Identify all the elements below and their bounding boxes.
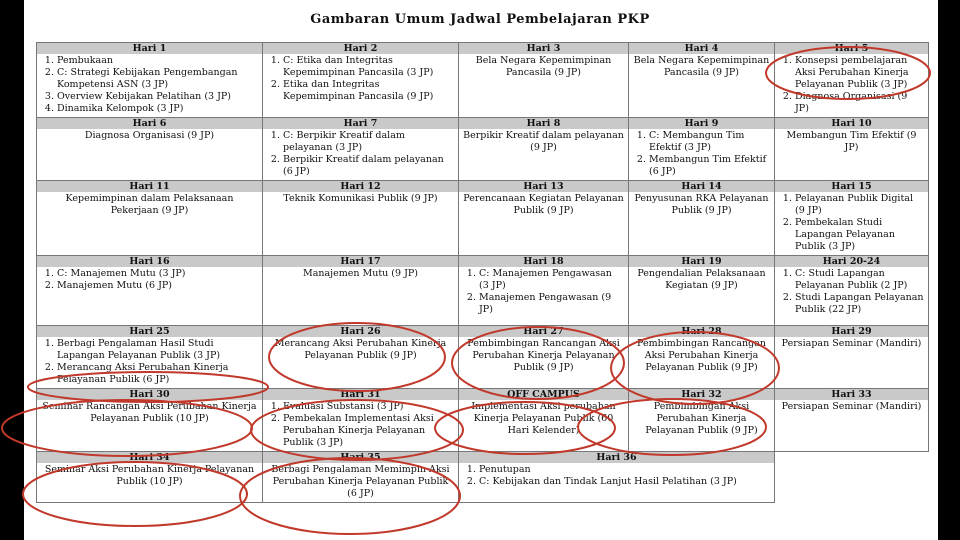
session-item: 1. Konsepsi pembelajaran Aksi Perubahan Kinerja Pelayanan Publik (3 JP) bbox=[795, 55, 924, 91]
session-item: 1. Pelayanan Publik Digital (9 JP) bbox=[795, 193, 924, 217]
day-header: Hari 5 bbox=[775, 43, 928, 54]
day-header: Hari 15 bbox=[775, 181, 928, 192]
day-header: Hari 1 bbox=[37, 43, 262, 54]
day-header: Hari 6 bbox=[37, 118, 262, 129]
session-text: Persiapan Seminar (Mandiri) bbox=[781, 338, 922, 349]
session-text: Manajemen Mutu (9 JP) bbox=[303, 268, 418, 279]
day-cell-hari-31 bbox=[263, 389, 459, 452]
day-cell-hari-20-24 bbox=[775, 256, 929, 326]
day-cell-hari-29 bbox=[775, 326, 929, 389]
day-header: Hari 31 bbox=[263, 389, 458, 400]
day-cell-hari-17 bbox=[263, 256, 459, 326]
day-header: Hari 34 bbox=[37, 452, 262, 463]
session-text: Bela Negara Kepemimpinan Pancasila (9 JP) bbox=[475, 55, 612, 78]
day-cell-hari-30 bbox=[37, 389, 263, 452]
session-text: Teknik Komunikasi Publik (9 JP) bbox=[283, 193, 438, 204]
session-text: Merancang Aksi Perubahan Kinerja Pelayanan Publik (9 JP) bbox=[274, 338, 447, 361]
session-item: 1. C: Berpikir Kreatif dalam pelayanan (3 JP) bbox=[283, 130, 454, 154]
session-item: 1. C: Manajemen Mutu (3 JP) bbox=[57, 268, 258, 280]
session-list bbox=[779, 268, 924, 316]
day-header: Hari 11 bbox=[37, 181, 262, 192]
schedule-row bbox=[37, 181, 929, 256]
session-text: Perencanaan Kegiatan Pelayanan Publik (9 JP) bbox=[463, 193, 624, 216]
day-header: Hari 25 bbox=[37, 326, 262, 337]
day-header: Hari 7 bbox=[263, 118, 458, 129]
session-text: Pembimbingan Aksi Perubahan Kinerja Pelayanan Publik (9 JP) bbox=[645, 401, 758, 436]
day-header: Hari 9 bbox=[629, 118, 774, 129]
schedule-row bbox=[37, 43, 929, 118]
schedule-table bbox=[36, 42, 929, 503]
session-item: 2. Etika dan Integritas Kepemimpinan Pancasila (9 JP) bbox=[283, 79, 454, 103]
day-header: Hari 14 bbox=[629, 181, 774, 192]
day-cell-hari-26 bbox=[263, 326, 459, 389]
session-text: Bela Negara Kepemimpinan Pancasila (9 JP) bbox=[633, 55, 770, 78]
session-item: 2. Diagnosa Organisasi (9 JP) bbox=[795, 91, 924, 115]
day-cell-hari-32 bbox=[629, 389, 775, 452]
day-header: Hari 32 bbox=[629, 389, 774, 400]
session-item: 4. Dinamika Kelompok (3 JP) bbox=[57, 103, 258, 115]
session-item: 2. C: Kebijakan dan Tindak Lanjut Hasil Pelatihan (3 JP) bbox=[479, 476, 770, 488]
day-cell-hari-12 bbox=[263, 181, 459, 256]
session-list bbox=[267, 401, 454, 449]
day-cell-hari-19 bbox=[629, 256, 775, 326]
session-item: 2. Pembekalan Implementasi Aksi Perubahan Kinerja Pelayanan Publik (3 JP) bbox=[283, 413, 454, 449]
session-item: 1. C: Etika dan Integritas Kepemimpinan Pancasila (3 JP) bbox=[283, 55, 454, 79]
session-text: Penyusunan RKA Pelayanan Publik (9 JP) bbox=[634, 193, 769, 216]
day-header: Hari 2 bbox=[263, 43, 458, 54]
day-cell-hari-1 bbox=[37, 43, 263, 118]
session-text: Pembimbingan Rancangan Aksi Perubahan Kinerja Pelayanan Publik (9 JP) bbox=[637, 338, 766, 373]
day-cell-hari-25 bbox=[37, 326, 263, 389]
session-item: 1. Evaluasi Substansi (3 JP) bbox=[283, 401, 454, 413]
day-cell-hari-7 bbox=[263, 118, 459, 181]
right-border-bar bbox=[938, 0, 960, 540]
session-item: 1. C: Studi Lapangan Pelayanan Publik (2 JP) bbox=[795, 268, 924, 292]
day-cell-hari-15 bbox=[775, 181, 929, 256]
day-cell-hari-36 bbox=[459, 452, 775, 503]
day-cell-hari-14 bbox=[629, 181, 775, 256]
session-item: 2. Membangun Tim Efektif (6 JP) bbox=[649, 154, 770, 178]
day-header: Hari 26 bbox=[263, 326, 458, 337]
session-list bbox=[463, 464, 770, 488]
session-list bbox=[267, 130, 454, 178]
session-item: 2. Berpikir Kreatif dalam pelayanan (6 JP) bbox=[283, 154, 454, 178]
session-text: Diagnosa Organisasi (9 JP) bbox=[84, 130, 215, 141]
day-header: Hari 29 bbox=[775, 326, 928, 337]
session-item: 2. Pembekalan Studi Lapangan Pelayanan Publik (3 JP) bbox=[795, 217, 924, 253]
day-cell-hari-33 bbox=[775, 389, 929, 452]
day-cell-hari-3 bbox=[459, 43, 629, 118]
session-item: 2. Merancang Aksi Perubahan Kinerja Pelayanan Publik (6 JP) bbox=[57, 362, 258, 386]
session-list bbox=[779, 55, 924, 115]
day-header: Hari 12 bbox=[263, 181, 458, 192]
day-cell-hari-11 bbox=[37, 181, 263, 256]
page-title: Gambaran Umum Jadwal Pembelajaran PKP bbox=[310, 12, 650, 27]
session-list bbox=[41, 55, 258, 115]
day-cell-hari-9 bbox=[629, 118, 775, 181]
day-cell-hari-4 bbox=[629, 43, 775, 118]
session-list bbox=[41, 338, 258, 386]
schedule-row bbox=[37, 256, 929, 326]
schedule-row bbox=[37, 452, 929, 503]
session-item: 2. Studi Lapangan Pelayanan Publik (22 JP) bbox=[795, 292, 924, 316]
day-cell-hari-16 bbox=[37, 256, 263, 326]
day-header: Hari 17 bbox=[263, 256, 458, 267]
day-header: Hari 13 bbox=[459, 181, 628, 192]
session-text: Seminar Rancangan Aksi Perubahan Kinerja Pelayanan Publik (10 JP) bbox=[42, 401, 257, 424]
day-cell-hari-2 bbox=[263, 43, 459, 118]
session-item: 1. C: Manajemen Pengawasan (3 JP) bbox=[479, 268, 624, 292]
session-text: Persiapan Seminar (Mandiri) bbox=[781, 401, 922, 412]
session-text: Implementasi Aksi perubahan Kinerja Pelayanan Publik (60 Hari Kelender) bbox=[471, 401, 616, 436]
session-item: 1. Berbagi Pengalaman Hasil Studi Lapangan Pelayanan Publik (3 JP) bbox=[57, 338, 258, 362]
schedule-row bbox=[37, 326, 929, 389]
day-cell-hari-5 bbox=[775, 43, 929, 118]
day-header: Hari 35 bbox=[263, 452, 458, 463]
session-list bbox=[779, 193, 924, 253]
session-text: Kepemimpinan dalam Pelaksanaan Pekerjaan (9 JP) bbox=[65, 193, 234, 216]
day-header: Hari 10 bbox=[775, 118, 928, 129]
session-text: Berbagi Pengalaman Memimpin Aksi Perubahan Kinerja Pelayanan Publik (6 JP) bbox=[271, 464, 450, 499]
day-header: Hari 4 bbox=[629, 43, 774, 54]
session-list bbox=[633, 130, 770, 178]
session-list bbox=[41, 268, 258, 292]
schedule-row bbox=[37, 389, 929, 452]
schedule-row bbox=[37, 118, 929, 181]
day-header: Hari 27 bbox=[459, 326, 628, 337]
session-item: 1. Pembukaan bbox=[57, 55, 258, 67]
session-item: 2. Manajemen Mutu (6 JP) bbox=[57, 280, 258, 292]
day-header: Hari 3 bbox=[459, 43, 628, 54]
session-item: 1. C: Membangun Tim Efektif (3 JP) bbox=[649, 130, 770, 154]
session-text: Membangun Tim Efektif (9 JP) bbox=[786, 130, 917, 153]
day-cell-hari-18 bbox=[459, 256, 629, 326]
day-cell-hari-6 bbox=[37, 118, 263, 181]
session-text: Pembimbingan Rancangan Aksi Perubahan Kinerja Pelayanan Publik (9 JP) bbox=[467, 338, 620, 373]
day-cell-hari-34 bbox=[37, 452, 263, 503]
session-text: Berpikir Kreatif dalam pelayanan (9 JP) bbox=[463, 130, 624, 153]
session-text: Seminar Aksi Perubahan Kinerja Pelayanan Publik (10 JP) bbox=[44, 464, 255, 487]
day-header: Hari 30 bbox=[37, 389, 262, 400]
day-cell-hari-35 bbox=[263, 452, 459, 503]
day-header: Hari 33 bbox=[775, 389, 928, 400]
session-item: 3. Overview Kebijakan Pelatihan (3 JP) bbox=[57, 91, 258, 103]
day-header: Hari 20-24 bbox=[775, 256, 928, 267]
day-cell-hari-10 bbox=[775, 118, 929, 181]
day-header: OFF CAMPUS bbox=[459, 389, 628, 400]
session-list bbox=[463, 268, 624, 316]
day-header: Hari 18 bbox=[459, 256, 628, 267]
session-item: 1. Penutupan bbox=[479, 464, 770, 476]
day-cell-hari-13 bbox=[459, 181, 629, 256]
day-cell-hari-28 bbox=[629, 326, 775, 389]
session-item: 2. Manajemen Pengawasan (9 JP) bbox=[479, 292, 624, 316]
day-header: Hari 16 bbox=[37, 256, 262, 267]
day-header: Hari 28 bbox=[629, 326, 774, 337]
day-header: Hari 36 bbox=[459, 452, 774, 463]
left-border-bar bbox=[0, 0, 24, 540]
day-cell-hari-27 bbox=[459, 326, 629, 389]
session-item: 2. C: Strategi Kebijakan Pengembangan Kompetensi ASN (3 JP) bbox=[57, 67, 258, 91]
day-header: Hari 19 bbox=[629, 256, 774, 267]
session-list bbox=[267, 55, 454, 103]
day-header: Hari 8 bbox=[459, 118, 628, 129]
session-text: Pengendalian Pelaksanaan Kegiatan (9 JP) bbox=[637, 268, 766, 291]
day-cell-off-campus bbox=[459, 389, 629, 452]
day-cell-hari-8 bbox=[459, 118, 629, 181]
